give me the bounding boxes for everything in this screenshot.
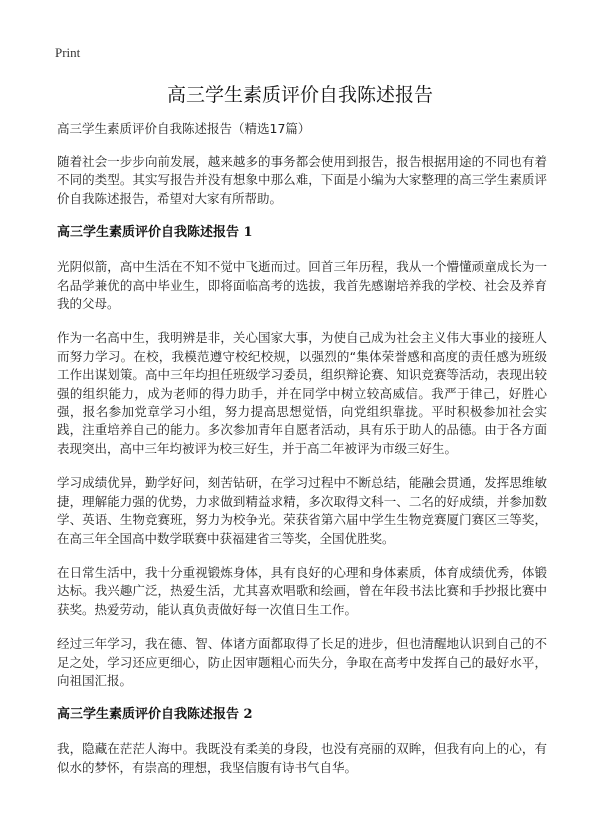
paragraph: 在日常生活中，我十分重视锻炼身体，具有良好的心理和身体素质，体育成绩优秀，体锻达标。我兴趣广泛，热爱生活，尤其喜欢唱歌和绘画，曾在年段书法比赛和手抄报比赛中获奖。热爱劳动，能认真负责做好每一次值日生工作。 [57,564,547,617]
print-link[interactable]: Print [55,45,81,60]
paragraph: 作为一名高中生，我明辨是非，关心国家大事，为使自己成为社会主义伟大事业的接班人而努力学习。在校，我模范遵守校纪校规，以强烈的“集体荣誉感和高度的责任感为班级工作出谋划策。高中三年均担任班级学习委员，组织辩论赛、知识竞赛等活动，表现出较强的组织能力，成为老师的得力助手，并在同学中树立较高威信。我严于律己，好胜心强，报名参加党章学习小组，努力提高思想觉悟，向党组织靠拢。平时积极参加社会实践，注重培养自己的能力。多次参加青年自愿者活动，具有乐于助人的品德。由于各方面表现突出，高中三年均被评为校三好生，并于高二年被评为市级三好生。 [57,330,547,456]
paragraph: 经过三年学习，我在德、智、体诸方面都取得了长足的进步，但也清醒地认识到自己的不足之处，学习还应更细心，防止因审题粗心而失分，争取在高考中发挥自己的最好水平，向祖国汇报。 [57,636,547,688]
section-heading: 高三学生素质评价自我陈述报告 1 [57,225,253,241]
article-subtitle: 高三学生素质评价自我陈述报告（精选17篇） [57,121,311,136]
article-body [57,120,547,793]
paragraph: 我，隐藏在茫茫人海中。我既没有柔美的身段，也没有亮丽的双眸，但我有向上的心，有似水的梦怀，有崇高的理想，我坚信腹有诗书气自华。 [57,741,547,775]
page-title: 高三学生素质评价自我陈述报告 [166,84,433,106]
paragraph: 学习成绩优异，勤学好问，刻苦钻研，在学习过程中不断总结，能融会贯通，发挥思维敏捷，理解能力强的优势，力求做到精益求精，多次取得文科一、二名的好成绩，并参加数学、英语、生物竞赛班，努力为校争光。荣获省第六届中学生生物竞赛厦门赛区三等奖，在高三年全国高中数学联赛中获福建省三等奖，全国优胜奖。 [57,475,547,546]
paragraph: 光阴似箭，高中生活在不知不觉中飞逝而过。回首三年历程，我从一个懵懂顽童成长为一名品学兼优的高中毕业生，即将面临高考的选拔，我首先感谢培养我的学校、社会及养育我的父母。 [57,259,547,312]
intro-paragraph: 随着社会一步步向前发展，越来越多的事务都会使用到报告，报告根据用途的不同也有着不同的类型。其实写报告并没有想象中那么难，下面是小编为大家整理的高三学生素质评价自我陈述报告，希望对大家有所帮助。 [57,154,547,206]
section-heading: 高三学生素质评价自我陈述报告 2 [57,707,253,723]
